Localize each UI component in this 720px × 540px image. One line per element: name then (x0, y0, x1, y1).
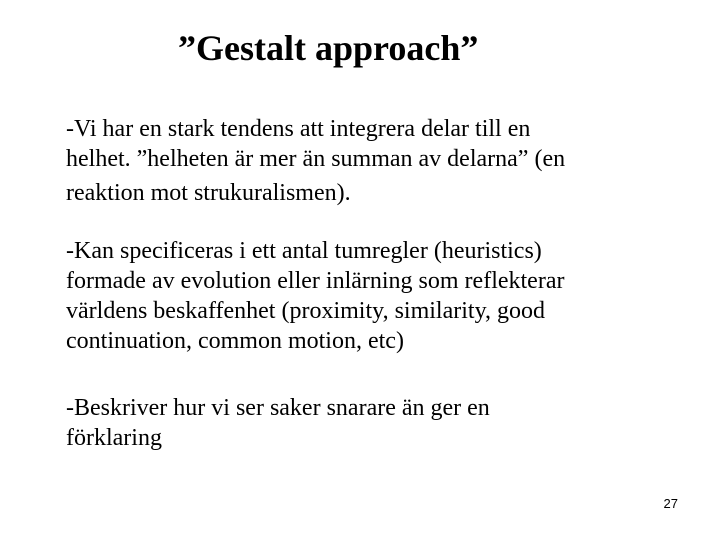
paragraph-line: förklaring (66, 425, 162, 451)
paragraph-line: -Vi har en stark tendens att integrera delar till en (66, 116, 531, 142)
paragraph-integration (66, 114, 686, 208)
page-number: 27 (663, 496, 678, 511)
paragraph-description (66, 393, 686, 453)
paragraph-heuristics (66, 236, 686, 356)
slide-title: ”Gestalt approach” (178, 28, 479, 68)
paragraph-line: -Beskriver hur vi ser saker snarare än ger en (66, 395, 490, 421)
paragraph-line: continuation, common motion, etc) (66, 328, 404, 354)
paragraph-line: världens beskaffenhet (proximity, similarity, good (66, 298, 546, 324)
paragraph-line: -Kan specificeras i ett antal tumregler (heuristics) (66, 238, 542, 264)
paragraph-line: reaktion mot strukuralismen). (66, 180, 351, 206)
paragraph-line: helhet. ”helheten är mer än summan av delarna” (en (66, 146, 566, 172)
paragraph-line: formade av evolution eller inlärning som reflekterar (66, 268, 565, 294)
